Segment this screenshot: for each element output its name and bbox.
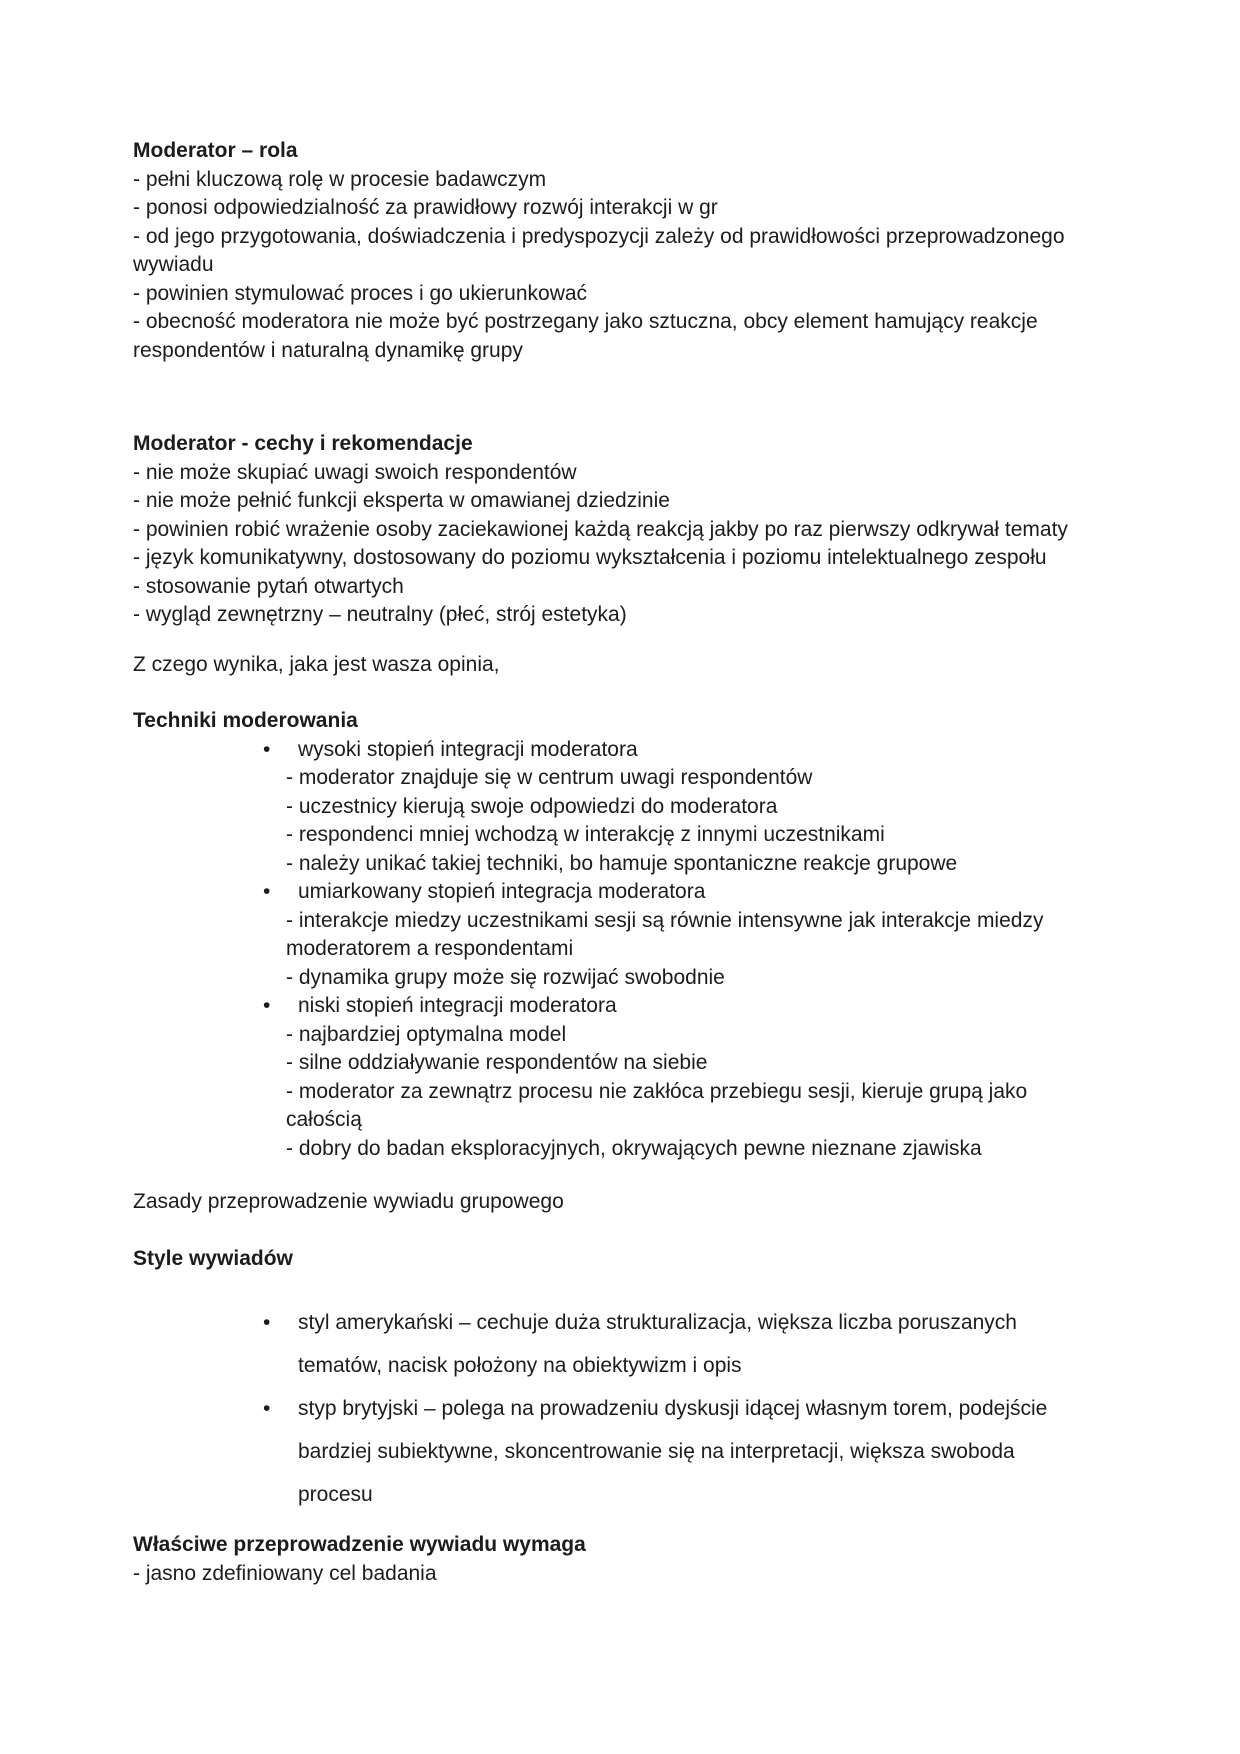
section-moderator-rola (133, 137, 1150, 365)
bullet-title (263, 1387, 1150, 1430)
bullet-subline: - moderator za zewnątrz procesu nie zakłóca przebiegu sesji, kieruje grupą jako (286, 1079, 1028, 1103)
text-line: Zasady przeprowadzenie wywiadu grupowego (133, 1190, 564, 1213)
section-heading: Właściwe przeprowadzenie wywiadu wymaga (133, 1533, 586, 1556)
bullet-subline: - należy unikać takiej techniki, bo hamuje spontaniczne reakcje grupowe (286, 851, 958, 875)
section-wlasciwe-przeprowadzenie (133, 1531, 1150, 1588)
bullet-subline: - interakcje miedzy uczestnikami sesji są równie intensywne jak interakcje miedzy (286, 908, 1044, 932)
section-techniki-moderowania (133, 707, 1150, 1163)
bullet-item (133, 878, 1150, 992)
text-line: - nie może skupiać uwagi swoich respondentów (133, 460, 577, 484)
text-line-wrap: wywiadu (133, 253, 214, 276)
bullet-title (263, 992, 1150, 1021)
section-style-wywiadow (133, 1245, 1150, 1517)
bullet-line-wrap: procesu (298, 1483, 373, 1506)
section-heading: Techniki moderowania (133, 709, 358, 732)
bullet-line-wrap: bardziej subiektywne, skoncentrowanie się na interpretacji, większa swoboda (298, 1440, 1015, 1463)
text-line: - wygląd zewnętrzny – neutralny (płeć, strój estetyka) (133, 603, 627, 626)
bullet-subline: - dynamika grupy może się rozwijać swobodnie (286, 965, 725, 989)
bullet-subline: - moderator znajduje się w centrum uwagi respondentów (286, 766, 813, 789)
bullet-title-text: niski stopień integracji moderatora (298, 994, 617, 1017)
bullet-subline: - dobry do badan eksploracyjnych, okrywających pewne nieznane zjawiska (286, 1136, 982, 1160)
text-line: - powinien stymulować proces i go ukierunkować (133, 281, 588, 305)
style-bullet-list (133, 1301, 1150, 1516)
text-line: - język komunikatywny, dostosowany do poziomu wykształcenia i poziomu intelektualnego zespołu (133, 546, 1047, 569)
bullet-icon: • (263, 880, 271, 903)
text-line: - od jego przygotowania, doświadczenia i predyspozycji zależy od prawidłowości przeprowadzonego (133, 224, 1065, 248)
text-line: - jasno zdefiniowany cel badania (133, 1561, 437, 1585)
bullet-subline: - respondenci mniej wchodzą w interakcję z innymi uczestnikami (286, 823, 885, 846)
note-z-czego-wynika (133, 651, 1150, 680)
bullet-item (133, 992, 1150, 1163)
text-line: Z czego wynika, jaka jest wasza opinia, (133, 652, 500, 676)
text-line: - pełni kluczową rolę w procesie badawczym (133, 167, 547, 191)
bullet-line-wrap: tematów, nacisk położony na obiektywizm i opis (298, 1354, 742, 1377)
text-line: - powinien robić wrażenie osoby zaciekawionej każdą reakcją jakby po raz pierwszy odkrywał tematy (133, 517, 1068, 541)
bullet-icon: • (263, 1311, 271, 1334)
bullet-title-text: umiarkowany stopień integracja moderatora (298, 880, 706, 903)
note-zasady (133, 1188, 1150, 1217)
text-line: - nie może pełnić funkcji eksperta w omawianej dziedzinie (133, 489, 670, 512)
bullet-icon: • (263, 1397, 271, 1420)
bullet-icon: • (263, 737, 271, 761)
bullet-icon: • (263, 994, 271, 1017)
bullet-title-text: wysoki stopień integracji moderatora (298, 737, 638, 761)
section-heading: Moderator - cechy i rekomendacje (133, 432, 473, 455)
bullet-item (133, 736, 1150, 879)
text-line: - ponosi odpowiedzialność za prawidłowy rozwój interakcji w gr (133, 196, 718, 219)
bullet-subline: - silne oddziaływanie respondentów na siebie (286, 1051, 708, 1074)
bullet-subline-wrap: moderatorem a respondentami (286, 937, 574, 960)
bullet-title (263, 736, 1150, 765)
bullet-title (263, 878, 1150, 907)
text-line-wrap: respondentów i naturalną dynamikę grupy (133, 338, 523, 362)
section-heading: Moderator – rola (133, 139, 298, 162)
bullet-subline: - najbardziej optymalna model (286, 1022, 567, 1046)
bullet-item (133, 1301, 1150, 1387)
section-heading: Style wywiadów (133, 1246, 293, 1270)
bullet-title (263, 1301, 1150, 1344)
bullet-title-text: styl amerykański – cechuje duża strukturalizacja, większa liczba poruszanych (298, 1311, 1017, 1334)
bullet-title-text: styp brytyjski – polega na prowadzeniu dyskusji idącej własnym torem, podejście (298, 1397, 1048, 1420)
text-line: - obecność moderatora nie może być postrzegany jako sztuczna, obcy element hamujący reakcje (133, 310, 1038, 333)
text-line: - stosowanie pytań otwartych (133, 574, 404, 598)
bullet-subline: - uczestnicy kierują swoje odpowiedzi do moderatora (286, 794, 778, 818)
bullet-subline-wrap: całością (286, 1108, 362, 1131)
section-moderator-cechy (133, 430, 1150, 630)
bullet-item (133, 1387, 1150, 1516)
